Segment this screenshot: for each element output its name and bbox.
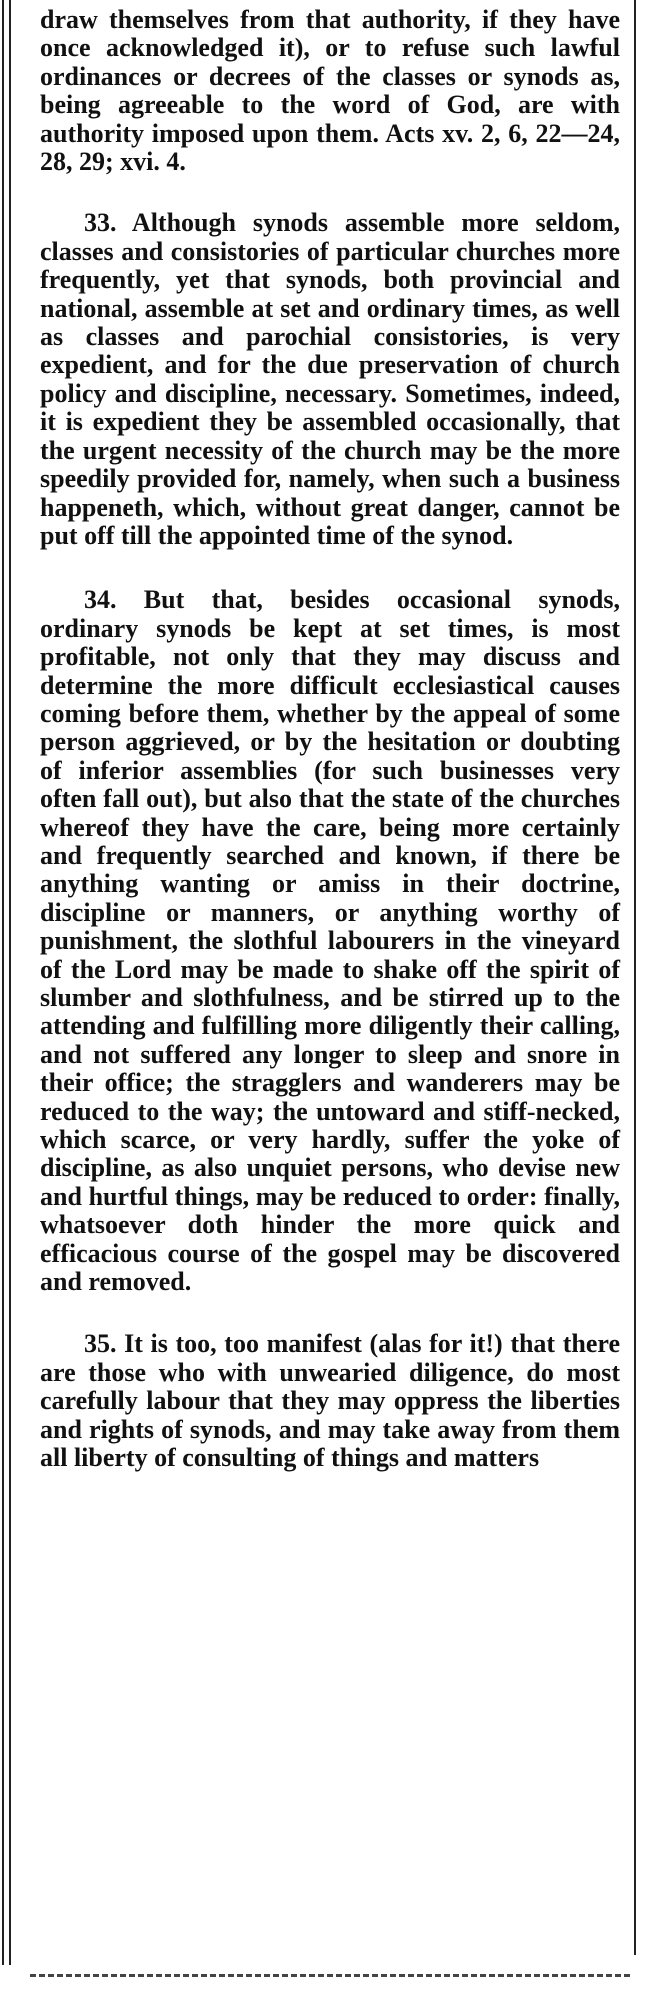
left-border-rule-inner [9,0,11,1965]
paragraph-continuation: draw themselves from that authority, if they have once acknowledged it), or to refuse such lawful ordinances or decrees of the classes or synods as, being agreeable to the word of God, are with authority imposed upon them. Acts xv. 2, 6, 22—24, 28, 29; xvi. 4. [40,5,620,177]
paragraph-33: 33. Although synods assemble more seldom, classes and consistories of particular churches more frequently, yet that synods, both provincial and national, assemble at set and ordinary times, as well as classes and parochial consistories, is very expedient, and for the due preservation of church policy and discipline, necessary. Sometimes, indeed, it is expedient they be assembled occasionally, that the urgent necessity of the church may be the more speedily provided for, namely, when such a business happeneth, which, without great danger, cannot be put off till the appointed time of the synod. [40,208,620,550]
paragraph-35: 35. It is too, too manifest (alas for it!) that there are those who with unwearied diligence, do most carefully labour that they may oppress the liberties and rights of synods, and may take away from them all liberty of consulting of things and matters [40,1329,620,1473]
bottom-border-rule [30,1974,630,1977]
left-border-rule-outer [2,0,4,1965]
document-page [40,6,620,1473]
paragraph-34: 34. But that, besides occasional synods, ordinary synods be kept at set times, is most profitable, not only that they may discuss and determine the more difficult ecclesiastical causes coming before them, whether by the appeal of some person aggrieved, or by the hesitation or doubting of inferior assemblies (for such businesses very often fall out), but also that the state of the churches whereof they have the care, being more certainly and frequently searched and known, if there be anything wanting or amiss in their doctrine, discipline or manners, or anything worthy of punishment, the slothful labourers in the vineyard of the Lord may be made to shake off the spirit of slumber and slothfulness, and be stirred up to the attending and fulfilling more diligently their calling, and not suffered any longer to sleep and snore in their office; the stragglers and wanderers may be reduced to the way; the untoward and stiff-necked, which scarce, or very hardly, suffer the yoke of discipline, as also unquiet persons, who devise new and hurtful things, may be reduced to order: finally, whatsoever doth hinder the more quick and efficacious course of the gospel may be discovered and removed. [40,585,620,1297]
right-border-rule [634,0,636,1955]
